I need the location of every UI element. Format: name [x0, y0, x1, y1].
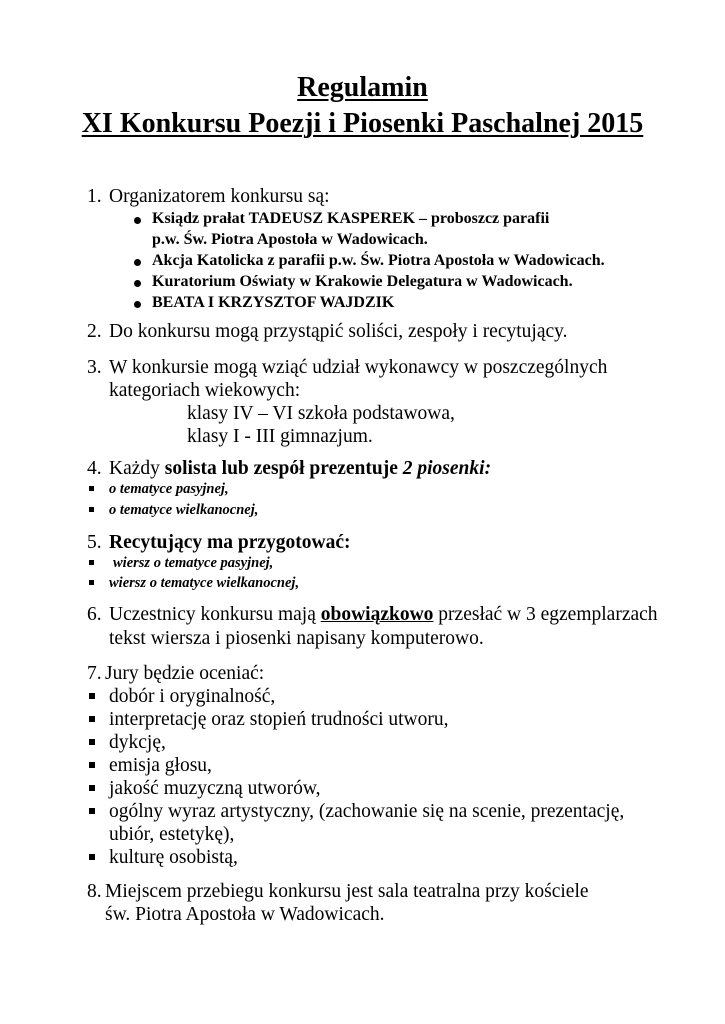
- item-4-bold-italic: 2 piosenki:: [402, 458, 492, 479]
- criterion-4: emisja głosu,: [109, 755, 212, 776]
- bullet-dot-icon: [134, 217, 141, 224]
- organizer-2: Akcja Katolicka z parafii p.w. Św. Piotra Apostoła w Wadowicach.: [152, 252, 605, 269]
- item-6-post: przesłać w 3 egzemplarzach: [433, 604, 658, 625]
- item-4-text: [109, 458, 491, 480]
- item-6-underlined: obowiązkowo: [320, 604, 434, 625]
- document-subtitle: XI Konkursu Poezji i Piosenki Paschalnej 2015: [81, 108, 644, 139]
- square-bullet-icon: [89, 808, 95, 814]
- item-4-number: 4.: [87, 458, 102, 479]
- song-theme-2: o tematyce wielkanocnej,: [109, 502, 259, 518]
- square-bullet-icon: [89, 507, 94, 512]
- category-1: klasy IV – VI szkoła podstawowa,: [187, 403, 455, 424]
- square-bullet-icon: [89, 854, 95, 860]
- item-4-bold: solista lub zespół prezentuje: [164, 458, 403, 479]
- bullet-dot-icon: [134, 280, 141, 287]
- bullet-dot-icon: [134, 301, 141, 308]
- poem-theme-2: wiersz o tematyce wielkanocnej,: [109, 575, 300, 591]
- criterion-1: dobór i oryginalność,: [109, 686, 276, 707]
- item-8-line2: św. Piotra Apostoła w Wadowicach.: [105, 904, 385, 925]
- criterion-5: jakość muzyczną utworów,: [109, 778, 321, 799]
- item-3-number: 3.: [87, 357, 102, 378]
- square-bullet-icon: [89, 693, 95, 699]
- item-5-text: Recytujący ma przygotować:: [109, 532, 351, 553]
- criterion-6: ogólny wyraz artystyczny, (zachowanie się na scenie, prezentację,: [109, 801, 625, 822]
- square-bullet-icon: [89, 716, 95, 722]
- organizer-1-cont: p.w. Św. Piotra Apostoła w Wadowicach.: [152, 231, 428, 248]
- organizer-1: Ksiądz prałat TADEUSZ KASPEREK – proboszcz parafii: [152, 210, 550, 227]
- item-8-line1: Miejscem przebiegu konkursu jest sala teatralna przy kościele: [105, 881, 589, 902]
- criterion-7: kulturę osobistą,: [109, 847, 238, 868]
- item-7-number: 7.: [87, 663, 102, 684]
- square-bullet-icon: [89, 560, 94, 565]
- criterion-2: interpretację oraz stopień trudności utworu,: [109, 709, 449, 730]
- item-5-number: 5.: [87, 532, 102, 553]
- item-2-number: 2.: [87, 321, 102, 342]
- item-1-number: 1.: [87, 186, 102, 207]
- item-6-line2: tekst wiersza i piosenki napisany komputerowo.: [109, 628, 484, 649]
- poem-theme-1: wiersz o tematyce pasyjnej,: [113, 555, 274, 571]
- item-3-line2: kategoriach wiekowych:: [109, 380, 301, 401]
- item-7-text: Jury będzie oceniać:: [105, 663, 265, 684]
- criterion-6-cont: ubiór, estetykę),: [109, 824, 235, 845]
- square-bullet-icon: [89, 739, 95, 745]
- square-bullet-icon: [89, 762, 95, 768]
- criterion-3: dykcję,: [109, 732, 166, 753]
- item-4-pre: Każdy: [109, 458, 165, 479]
- category-2: klasy I - III gimnazjum.: [187, 426, 373, 447]
- square-bullet-icon: [89, 580, 94, 585]
- item-1-text: Organizatorem konkursu są:: [109, 186, 330, 207]
- square-bullet-icon: [89, 785, 95, 791]
- organizer-3: Kuratorium Oświaty w Krakowie Delegatura w Wadowicach.: [152, 273, 573, 290]
- song-theme-1: o tematyce pasyjnej,: [109, 481, 229, 497]
- item-6-number: 6.: [87, 604, 102, 625]
- organizer-4: BEATA I KRZYSZTOF WAJDZIK: [152, 294, 395, 311]
- item-6-line1: [109, 604, 658, 626]
- bullet-dot-icon: [134, 259, 141, 266]
- square-bullet-icon: [89, 486, 94, 491]
- item-6-pre: Uczestnicy konkursu mają: [109, 604, 321, 625]
- item-8-number: 8.: [87, 881, 102, 902]
- item-2-text: Do konkursu mogą przystąpić soliści, zespoły i recytujący.: [109, 321, 568, 342]
- item-3-line1: W konkursie mogą wziąć udział wykonawcy w poszczególnych: [109, 357, 608, 378]
- document-title: Regulamin: [297, 72, 428, 103]
